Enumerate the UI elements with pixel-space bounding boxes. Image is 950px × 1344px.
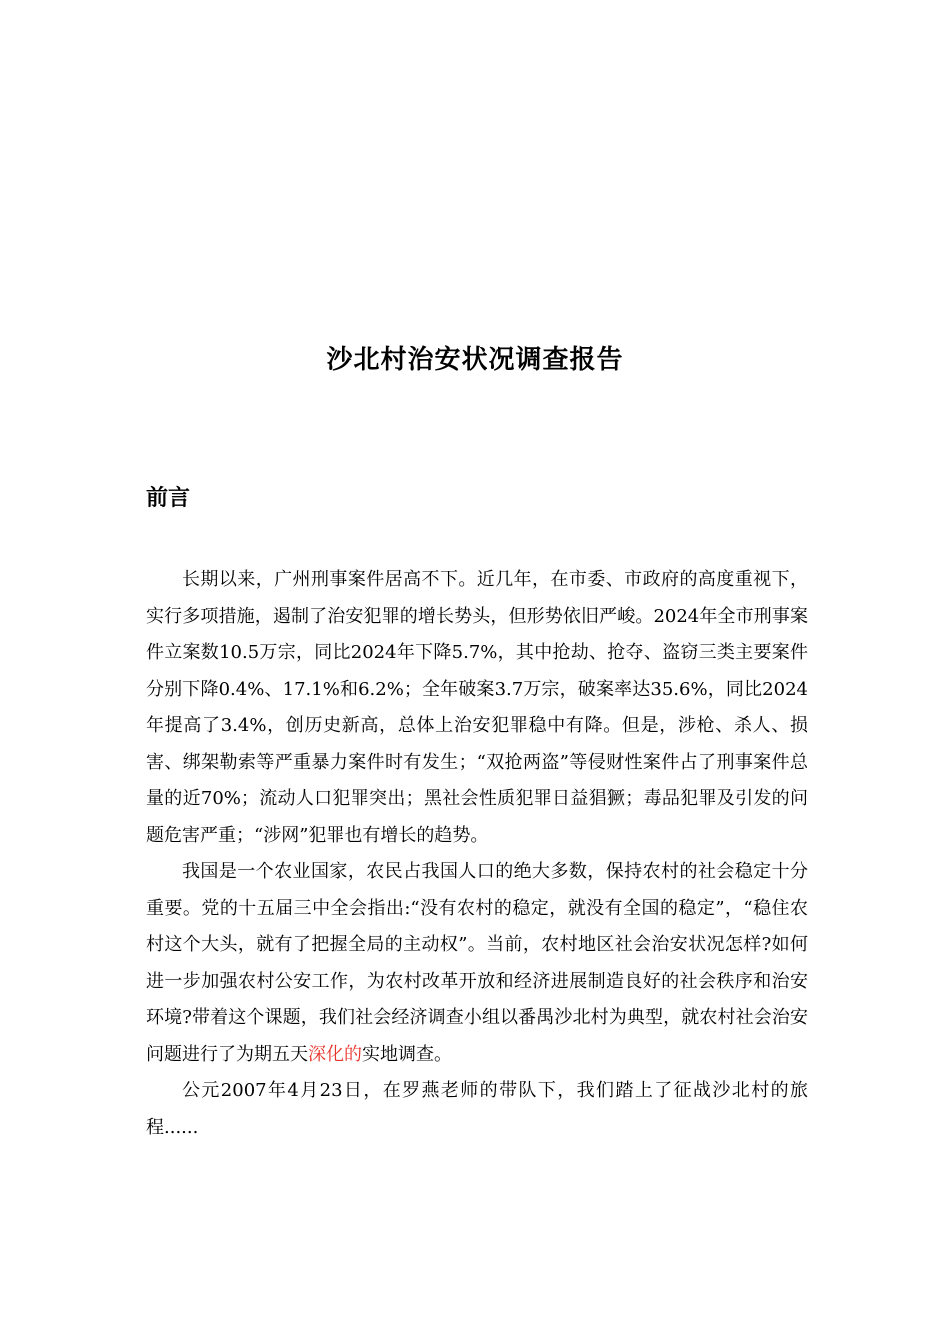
highlighted-text: 深化的 bbox=[308, 1043, 362, 1065]
document-title: 沙北村治安状况调查报告 bbox=[326, 345, 624, 375]
paragraph-2-text-after: 实地调查。 bbox=[362, 1043, 452, 1065]
body-text bbox=[146, 562, 808, 1146]
paragraph-3: 公元2007年4月23日，在罗燕老师的带队下，我们踏上了征战沙北村的旅程...... bbox=[146, 1080, 808, 1138]
section-heading-preface: 前言 bbox=[146, 486, 191, 511]
paragraph-2 bbox=[146, 854, 808, 1073]
paragraph-2-text-before: 我国是一个农业国家，农民占我国人口的绝大多数，保持农村的社会稳定十分重要。党的十五届三中全会指出:“没有农村的稳定，就没有全国的稳定”，“稳住农村这个大头，就有了把握全局的主动权”。当前，农村地区社会治安状况怎样?如何进一步加强农村公安工作，为农村改革开放和经济进展制造良好的社会秩序和治安环境?带着这个课题，我们社会经济调查小组以番禺沙北村为典型，就农村社会治安问题进行了为期五天 bbox=[146, 861, 808, 1065]
paragraph-1: 长期以来，广州刑事案件居高不下。近几年，在市委、市政府的高度重视下，实行多项措施，遏制了治安犯罪的增长势头，但形势依旧严峻。2024年全市刑事案件立案数10.5万宗，同比2024年下降5.7%，其中抢劫、抢夺、盗窃三类主要案件分别下降0.4%、17.1%和6.2%；全年破案3.7万宗，破案率达35.6%，同比2024年提高了3.4%，创历史新高，总体上治安犯罪稳中有降。但是，涉枪、杀人、损害、绑架勒索等严重暴力案件时有发生；“双抢两盗”等侵财性案件占了刑事案件总量的近70%；流动人口犯罪突出；黑社会性质犯罪日益猖獗；毒品犯罪及引发的问题危害严重；“涉网”犯罪也有增长的趋势。 bbox=[146, 569, 808, 846]
